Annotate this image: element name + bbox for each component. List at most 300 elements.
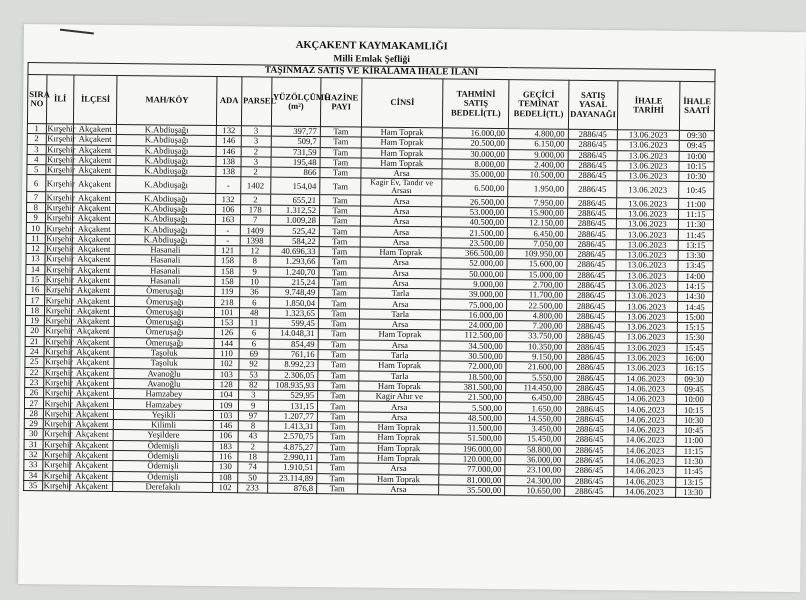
table-cell: Hamzabey xyxy=(114,399,214,410)
table-cell: 3 xyxy=(241,126,271,137)
table-cell: Kırşehir xyxy=(45,274,75,285)
table-cell: Kırşehir xyxy=(43,449,73,460)
table-cell: 5.500,00 xyxy=(440,402,506,413)
table-cell: 6.500,00 xyxy=(442,179,508,197)
table-cell: 16.000,00 xyxy=(441,310,507,321)
table-cell: 509,7 xyxy=(271,136,320,147)
unit-title: Milli Emlak Şefliği xyxy=(333,54,410,66)
table-cell: 2886/45 xyxy=(568,150,617,161)
table-cell: Kırşehir xyxy=(47,123,76,134)
table-cell: 25 xyxy=(25,357,44,367)
table-cell: Tam xyxy=(319,216,360,227)
table-cell: 14.06.2023 xyxy=(614,456,676,467)
table-cell: 13.06.2023 xyxy=(617,181,679,199)
pen-mark xyxy=(60,29,94,35)
table-cell: Tam xyxy=(319,288,360,299)
table-cell: Hasanali xyxy=(116,244,216,255)
table-cell: Kırşehir xyxy=(44,387,73,398)
table-cell: Ödemişli xyxy=(113,450,213,461)
table-cell: Arsa xyxy=(360,226,441,237)
table-cell: 584,22 xyxy=(270,236,319,247)
table-cell: 24.000,00 xyxy=(441,320,507,331)
table-cell: Akçakent xyxy=(70,471,113,482)
table-cell: 14.06.2023 xyxy=(614,445,676,456)
table-cell: 2886/45 xyxy=(567,259,616,270)
table-cell: 52.000,00 xyxy=(441,258,507,269)
table-cell: 1409 xyxy=(240,225,270,236)
table-cell: Tam xyxy=(317,411,358,422)
table-cell: Kırşehir xyxy=(45,325,74,337)
column-header: MAH/KÖY xyxy=(117,75,217,125)
table-cell: 13:15 xyxy=(675,477,710,488)
table-cell: Tarla xyxy=(359,371,440,382)
table-cell: 14.06.2023 xyxy=(614,476,676,487)
table-cell: 50.000,00 xyxy=(441,268,507,279)
table-cell: 153 xyxy=(214,318,239,329)
table-cell: Yeşildere xyxy=(114,430,214,441)
table-cell: 15.450,00 xyxy=(505,434,565,445)
table-cell: 13.06.2023 xyxy=(616,270,678,281)
table-cell: 6.150,00 xyxy=(508,139,568,150)
table-cell: 13:45 xyxy=(678,261,713,272)
table-cell: Kagir Ev, Tandır ve Arsası xyxy=(361,179,442,197)
table-cell: Ömeruşağı xyxy=(115,286,215,297)
table-cell: 09:30 xyxy=(679,130,714,141)
table-cell: Arsa xyxy=(359,319,440,330)
table-cell: 1.207,77 xyxy=(268,411,317,422)
table-cell: Tam xyxy=(318,350,359,361)
table-cell: Akçakent xyxy=(72,285,115,296)
table-cell: 75.000,00 xyxy=(441,299,507,310)
table-cell: 381.500,00 xyxy=(440,382,506,393)
table-cell: Arsa xyxy=(360,237,441,248)
table-cell: 48.500,00 xyxy=(440,413,506,424)
table-cell: 13.06.2023 xyxy=(617,171,679,182)
column-header-row xyxy=(27,75,714,131)
table-cell: Arsa xyxy=(360,298,441,309)
table-cell: 8 xyxy=(27,202,46,212)
table-cell: 32 xyxy=(24,449,43,459)
table-cell: Akçakent xyxy=(71,368,114,379)
table-cell: 13.06.2023 xyxy=(615,363,677,374)
table-cell: 2886/45 xyxy=(567,208,616,219)
table-cell: Kırşehir xyxy=(43,469,73,481)
table-cell: 366.500,00 xyxy=(441,248,507,259)
table-cell: Arsa xyxy=(358,463,439,474)
table-cell: Ham Toprak xyxy=(358,422,439,433)
table-cell: 2886/45 xyxy=(564,476,613,487)
table-cell: Akçakent xyxy=(73,203,116,214)
table-cell: Tam xyxy=(317,452,358,463)
table-cell: Kırşehir xyxy=(46,212,75,223)
table-body xyxy=(24,124,715,498)
table-cell: 36.000,00 xyxy=(505,454,565,465)
table-cell: Hasanali xyxy=(115,265,215,276)
table-cell: 11 xyxy=(26,233,45,243)
column-header: CİNSİ xyxy=(362,78,444,128)
table-cell: 1.850,04 xyxy=(269,298,318,309)
table-cell: 13.06.2023 xyxy=(617,130,679,141)
table-cell: Akçakent xyxy=(71,419,114,430)
table-cell: 13.06.2023 xyxy=(615,322,677,333)
table-cell: 7 xyxy=(27,192,46,202)
table-cell: 12.150,00 xyxy=(508,218,568,229)
column-header: PARSEL xyxy=(241,77,271,126)
table-cell: 28 xyxy=(24,408,43,418)
table-cell: Tam xyxy=(320,178,361,195)
column-header: SATIŞ YASAL DAYANAĞI xyxy=(568,80,618,130)
table-cell: 2886/45 xyxy=(566,332,615,343)
table-cell: 13.06.2023 xyxy=(615,342,677,353)
table-cell: 6 xyxy=(239,328,269,339)
table-cell: - xyxy=(215,235,240,246)
table-cell: 7 xyxy=(240,215,270,226)
table-cell: 13.06.2023 xyxy=(617,198,679,209)
table-cell: 8 xyxy=(240,256,270,267)
table-cell: 14.06.2023 xyxy=(614,466,676,477)
table-cell: 30.000,00 xyxy=(442,148,508,159)
table-cell: 218 xyxy=(215,297,240,308)
table-cell: 128 xyxy=(214,379,239,390)
table-cell: 10:30 xyxy=(676,415,711,426)
table-cell: 39.000,00 xyxy=(441,289,507,300)
table-cell: K.Abdiuşağı xyxy=(116,234,216,245)
table-cell: 6.450,00 xyxy=(507,228,567,239)
table-cell: 6.450,00 xyxy=(506,393,566,404)
table-cell: Akçakent xyxy=(71,388,114,399)
table-cell: Ömeruşağı xyxy=(115,306,215,317)
table-cell: 144 xyxy=(214,338,239,349)
table-cell: 3 xyxy=(27,144,46,154)
table-cell: 3 xyxy=(241,136,271,147)
table-cell: 2886/45 xyxy=(565,445,614,456)
table-cell: 146 xyxy=(213,421,238,432)
table-cell: Tam xyxy=(317,432,358,443)
table-cell: Tam xyxy=(317,422,358,433)
table-cell: 2886/45 xyxy=(565,424,614,435)
table-cell: Kırşehir xyxy=(46,164,76,175)
table-cell: Kırşehir xyxy=(45,284,74,295)
column-header: ADA xyxy=(217,77,242,126)
table-cell: 195,48 xyxy=(271,157,320,168)
table-cell: 108.935,93 xyxy=(268,380,317,391)
table-cell: Ömeruşağı xyxy=(115,327,215,338)
table-cell: 12 xyxy=(240,246,270,257)
table-cell: Akçakent xyxy=(73,145,116,156)
table-cell: Ham Toprak xyxy=(361,127,442,138)
table-cell: K.Abdiuşağı xyxy=(117,145,217,156)
table-cell: 3.450,00 xyxy=(505,424,565,435)
table-cell: 51.500,00 xyxy=(439,433,505,444)
table-cell: 13.06.2023 xyxy=(616,281,678,292)
table-cell: Ham Toprak xyxy=(359,329,440,340)
table-cell: 11:30 xyxy=(678,219,713,230)
org-title: AKÇAKENT KAYMAKAMLIĞI xyxy=(295,39,448,53)
table-cell: 14.06.2023 xyxy=(615,404,677,415)
table-cell: 40.500,00 xyxy=(442,217,508,228)
table-cell: 114.450,00 xyxy=(506,382,566,393)
table-cell: Ödemişli xyxy=(113,440,213,451)
table-cell: 2886/45 xyxy=(567,218,616,229)
table-cell: 15:00 xyxy=(677,312,712,323)
table-cell: 53 xyxy=(239,369,269,380)
table-cell: 82 xyxy=(238,380,268,391)
table-cell: 2886/45 xyxy=(566,311,615,322)
table-cell: 103 xyxy=(213,410,238,421)
table-cell: Tam xyxy=(318,329,359,340)
table-cell: 132 xyxy=(216,194,241,205)
table-cell: 09:30 xyxy=(677,374,712,385)
table-cell: Ham Toprak xyxy=(358,453,439,464)
table-cell: 13:30 xyxy=(678,250,713,261)
table-cell: 1.323,65 xyxy=(269,308,318,319)
table-cell: 21.600,00 xyxy=(506,362,566,373)
table-cell: Hasanali xyxy=(115,255,215,266)
table-cell: 15 xyxy=(26,274,45,284)
table-cell: 146 xyxy=(216,136,241,147)
table-cell: 2886/45 xyxy=(568,129,617,140)
table-cell: Akçakent xyxy=(73,134,116,145)
table-cell: 9.748,49 xyxy=(269,287,318,298)
table-cell: 7.950,00 xyxy=(508,197,568,208)
table-cell: 2886/45 xyxy=(564,486,613,497)
table-cell: Kırşehir xyxy=(44,366,74,378)
table-cell: Yeşikli xyxy=(114,409,214,420)
table-cell: 525,42 xyxy=(270,225,319,236)
table-cell: Tam xyxy=(317,442,358,453)
table-cell: 2886/45 xyxy=(566,321,615,332)
table-cell: 9.000,00 xyxy=(508,149,568,160)
table-cell: Akçakent xyxy=(71,398,114,409)
table-cell: 2886/45 xyxy=(568,160,617,171)
table-cell: 5.550,00 xyxy=(506,372,566,383)
table-cell: 1.910,51 xyxy=(267,462,316,473)
table-cell: Arsa xyxy=(360,257,441,268)
table-cell: 2 xyxy=(240,194,270,205)
table-cell: Akçakent xyxy=(71,326,114,337)
table-cell: 10:00 xyxy=(679,151,714,162)
table-cell: 119 xyxy=(215,287,240,298)
table-cell: Ham Toprak xyxy=(361,158,442,169)
table-cell: Akçakent xyxy=(72,306,115,317)
table-cell: 21.500,00 xyxy=(440,392,506,403)
table-cell: Kırşehir xyxy=(44,397,73,409)
table-cell: 7.050,00 xyxy=(507,238,567,249)
table-cell: 1 xyxy=(27,124,46,134)
table-cell: 731,59 xyxy=(271,147,320,158)
table-cell: Ömeruşağı xyxy=(115,296,215,307)
table-cell: Ömeruşağı xyxy=(115,317,215,328)
auction-table xyxy=(23,62,715,498)
table-cell: 2886/45 xyxy=(565,383,614,394)
table-cell: 2886/45 xyxy=(567,229,616,240)
table-cell: 13.06.2023 xyxy=(615,332,677,343)
table-cell: Ödemişli xyxy=(113,471,213,482)
table-cell: Kırşehir xyxy=(44,428,73,439)
table-cell: 14.06.2023 xyxy=(614,435,676,446)
table-cell: Akçakent xyxy=(73,223,116,234)
table-cell: Tam xyxy=(319,267,360,278)
table-cell: Tam xyxy=(320,168,361,179)
table-cell: 104 xyxy=(214,390,239,401)
table-cell: Akçakent xyxy=(72,316,115,327)
table-cell: Akçakent xyxy=(73,155,116,166)
table-cell: 1.650,00 xyxy=(506,403,566,414)
table-cell: Tam xyxy=(317,463,358,474)
table-cell: 13.06.2023 xyxy=(617,150,679,161)
table-cell: 106 xyxy=(216,204,241,215)
table-cell: Tam xyxy=(319,277,360,288)
table-cell: 31 xyxy=(24,439,43,449)
table-cell: Tam xyxy=(318,391,359,402)
table-cell: Hasanali xyxy=(115,275,215,286)
table-cell: Ham Toprak xyxy=(361,137,442,148)
table-cell: 18.500,00 xyxy=(440,371,506,382)
table-cell: 529,95 xyxy=(268,390,317,401)
table-cell: 2886/45 xyxy=(568,170,617,181)
table-cell: 9.150,00 xyxy=(506,352,566,363)
table-cell: Akçakent xyxy=(70,460,113,471)
table-cell: 2886/45 xyxy=(565,455,614,466)
table-cell: K.Abdiuşağı xyxy=(116,203,216,214)
table-cell: Akçakent xyxy=(71,409,114,420)
table-cell: 13.06.2023 xyxy=(615,353,677,364)
table-cell: 24.300,00 xyxy=(505,475,565,486)
table-cell: Kırşehir xyxy=(45,346,74,357)
table-cell: 10.650,00 xyxy=(505,485,565,496)
table-cell: 14:30 xyxy=(677,292,712,303)
table-cell: 109.950,00 xyxy=(507,249,567,260)
table-cell: 16:15 xyxy=(677,364,712,375)
table-cell: Tam xyxy=(318,308,359,319)
table-cell: 163 xyxy=(216,215,241,226)
table-cell: Arsa xyxy=(360,268,441,279)
table-cell: 2886/45 xyxy=(565,465,614,476)
table-cell: 14.550,00 xyxy=(505,413,565,424)
table-cell: 13:15 xyxy=(678,240,713,251)
table-cell: 77.000,00 xyxy=(439,464,505,475)
table-cell: 7.200,00 xyxy=(506,321,566,332)
table-cell: 11 xyxy=(239,318,269,329)
table-cell: 14.06.2023 xyxy=(614,486,676,497)
table-cell: 1.312,52 xyxy=(270,205,319,216)
table-cell: Tam xyxy=(318,319,359,330)
table-cell: 11:15 xyxy=(676,446,711,457)
column-header: İHALE TARİHİ xyxy=(618,81,680,131)
table-cell: Akçakent xyxy=(72,265,115,276)
table-cell: Akçakent xyxy=(72,275,115,286)
table-cell: 15:45 xyxy=(677,343,712,354)
table-cell: 53.000,00 xyxy=(442,207,508,218)
table-cell: 2.400,00 xyxy=(508,159,568,170)
table-cell: 20 xyxy=(25,326,44,336)
table-cell: 13.06.2023 xyxy=(616,239,678,250)
table-cell: 12 xyxy=(26,244,45,254)
table-cell: 2 xyxy=(241,167,271,178)
table-cell: 2886/45 xyxy=(567,270,616,281)
table-cell: Kırşehir xyxy=(45,305,74,316)
table-cell: 8.000,00 xyxy=(442,159,508,170)
table-cell: Ömeruşağı xyxy=(115,337,215,348)
table-cell: 2886/45 xyxy=(567,249,616,260)
table-cell: 2886/45 xyxy=(566,373,615,384)
table-cell: - xyxy=(215,225,240,236)
table-cell: Akçakent xyxy=(70,429,113,440)
table-cell: K.Abdiuşağı xyxy=(116,214,216,225)
table-cell: 10 xyxy=(26,223,45,233)
table-cell: Taşoluk xyxy=(114,358,214,369)
table-cell: Akçakent xyxy=(70,481,113,492)
table-cell: 2886/45 xyxy=(566,290,615,301)
table-cell: 14.06.2023 xyxy=(614,425,676,436)
table-cell: Ham Toprak xyxy=(359,381,440,392)
table-cell: 1402 xyxy=(241,177,271,194)
table-cell: 2886/45 xyxy=(567,239,616,250)
table-cell: 14.06.2023 xyxy=(615,384,677,395)
table-cell: 132 xyxy=(216,126,241,137)
table-cell: 36 xyxy=(239,287,269,298)
table-cell: 13.06.2023 xyxy=(616,301,678,312)
table-cell: 121 xyxy=(215,245,240,256)
table-cell: 23.100,00 xyxy=(505,465,565,476)
table-cell: 2886/45 xyxy=(565,414,614,425)
table-cell: 183 xyxy=(213,441,238,452)
table-cell: 13.06.2023 xyxy=(617,140,679,151)
table-cell: 19 xyxy=(25,316,44,326)
table-cell: 11:45 xyxy=(678,230,713,241)
table-cell: Tam xyxy=(319,236,360,247)
table-cell: 233 xyxy=(237,483,267,494)
table-cell: Ham Toprak xyxy=(360,247,441,258)
table-cell: 2886/45 xyxy=(565,393,614,404)
table-cell: Akçakent xyxy=(70,450,113,461)
table-cell: 10.500,00 xyxy=(508,170,568,181)
table-cell: Kırşehir xyxy=(45,263,75,275)
table-cell: 24 xyxy=(25,346,44,356)
table-cell: 138 xyxy=(216,156,241,167)
table-cell: 109 xyxy=(214,400,239,411)
table-cell: Akçakent xyxy=(71,347,114,358)
table-cell: Tam xyxy=(318,380,359,391)
table-cell: 72.000,00 xyxy=(440,361,506,372)
table-cell: Kırşehir xyxy=(47,154,76,165)
table-cell: 158 xyxy=(215,266,240,277)
table-cell: Avanoğlu xyxy=(114,368,214,379)
table-cell: Kırşehir xyxy=(45,336,74,347)
table-cell: Akçakent xyxy=(73,193,116,204)
document-page xyxy=(23,36,716,498)
table-cell: Kırşehir xyxy=(44,377,73,388)
table-cell: Kırşehir xyxy=(46,202,75,213)
table-cell: 2.990,11 xyxy=(268,452,317,463)
table-cell: 1.293,66 xyxy=(270,256,319,267)
table-cell: Kırşehir xyxy=(46,222,75,234)
table-cell: 116 xyxy=(213,451,238,462)
table-cell: 6 xyxy=(239,297,269,308)
table-cell: 13.06.2023 xyxy=(617,208,679,219)
table-cell: 15:15 xyxy=(677,322,712,333)
table-cell: Tam xyxy=(320,137,361,148)
table-cell: 11:00 xyxy=(676,436,711,447)
table-cell: 11.500,00 xyxy=(440,423,506,434)
table-cell: 10:00 xyxy=(676,394,711,405)
table-cell: 14:45 xyxy=(677,302,712,313)
table-cell: 108 xyxy=(213,472,238,483)
table-cell: 599,45 xyxy=(269,318,318,329)
table-cell: Tam xyxy=(320,195,361,206)
table-cell: 8.992,23 xyxy=(269,359,318,370)
table-cell: 5 xyxy=(27,165,46,175)
